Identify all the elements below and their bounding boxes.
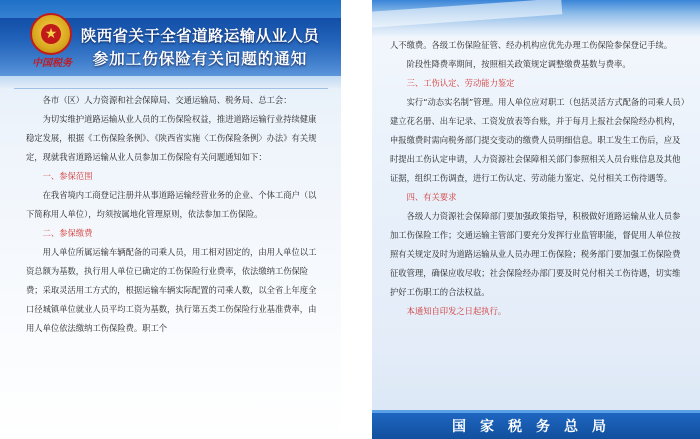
section-heading-injury-identification: 三、工伤认定、劳动能力鉴定 — [406, 78, 515, 88]
emblem-star-icon: ★ — [44, 26, 58, 42]
header-divider — [14, 88, 328, 89]
section-heading-contribution: 二、参保缴费 — [42, 228, 93, 238]
requirements-paragraph: 各级人力资源社会保障部门要加强政策指导，积极做好道路运输从业人员参加工伤保险工作；交通运输主管部门要充分发挥行业监管职能，督促用人单位按照有关规定及时为道路运输从业人员办理工伤保险；税务部门要加强工伤保险费征收管理，确保应收尽收；社会保险经办部门要及时兑付相关工伤待遇，切实维护好工伤职工的合法权益。 — [390, 211, 681, 297]
injury-identification-paragraph: 实行“动态实名制”管理。用人单位应对职工（包括灵活方式配备的司乘人员）建立花名册、出车记录、工资发放表等台账，并于每月上报社会保险经办机构，申报缴费时需向税务部门提交变动的缴费人员明细信息。职工发生工伤后，应及时提出工伤认定申请，人力资源社会保障相关部门参照相关人员台账信息及其他证据，组织工伤调查，进行工伤认定、劳动能力鉴定、兑付相关工伤待遇等。 — [390, 97, 685, 183]
footer-highlight — [372, 410, 700, 413]
section-heading-requirements: 四、有关要求 — [406, 192, 457, 202]
rate-paragraph: 阶段性降费率期间，按照相关政策规定调整缴费基数与费率。 — [406, 59, 631, 69]
left-header-banner — [0, 0, 341, 88]
right-top-decoration — [372, 0, 700, 38]
notice-title-line-2: 参加工伤保险有关问题的通知 — [92, 50, 308, 68]
page-gap — [341, 0, 372, 439]
contribution-paragraph: 用人单位所属运输车辆配备的司乘人员，用工相对固定的，由用人单位以工资总额为基数，执行用人单位已确定的工伤保险行业费率，依法缴纳工伤保险费；采取灵活用工方式的，根据运输车辆实际配置的司乘人数，以全省上年度全口径城镇单位就业人员平均工资为基数，执行第五类工伤保险行业基准费率，由用人单位依法缴纳工伤保险费。职工个 — [26, 247, 317, 333]
salutation: 各市（区）人力资源和社会保障局、交通运输局、税务局、总工会： — [42, 95, 292, 105]
footer-bar — [372, 410, 700, 439]
section-heading-scope: 一、参保范围 — [42, 171, 93, 181]
top-wave-decoration — [372, 0, 562, 30]
footer-organization: 国家税务总局 — [452, 419, 620, 435]
effective-date-line: 本通知自印发之日起执行。 — [406, 306, 507, 316]
left-body-text — [26, 91, 322, 338]
continued-paragraph: 人不缴费。各级工伤保险征管、经办机构应优先办理工伤保险参保登记手续。 — [390, 40, 673, 50]
intro-paragraph: 为切实维护道路运输从业人员的工伤保险权益，推进道路运输行业持续健康稳定发展，根据《工伤保险条例》、《陕西省实施〈工伤保险条例〉办法》有关规定，现就我省道路运输从业人员参加工伤保险有关问题通知如下： — [26, 114, 317, 162]
left-page — [0, 0, 341, 439]
right-body-text — [390, 36, 688, 321]
brand-logo-text: 中国税务 — [32, 58, 72, 69]
scope-paragraph: 在我省境内工商登记注册并从事道路运输经营业务的企业、个体工商户（以下简称用人单位），均须按属地化管理原则，依法参加工伤保险。 — [26, 190, 317, 219]
notice-title-line-1: 陕西省关于全省道路运输从业人员 — [80, 27, 320, 45]
right-page — [372, 0, 700, 439]
